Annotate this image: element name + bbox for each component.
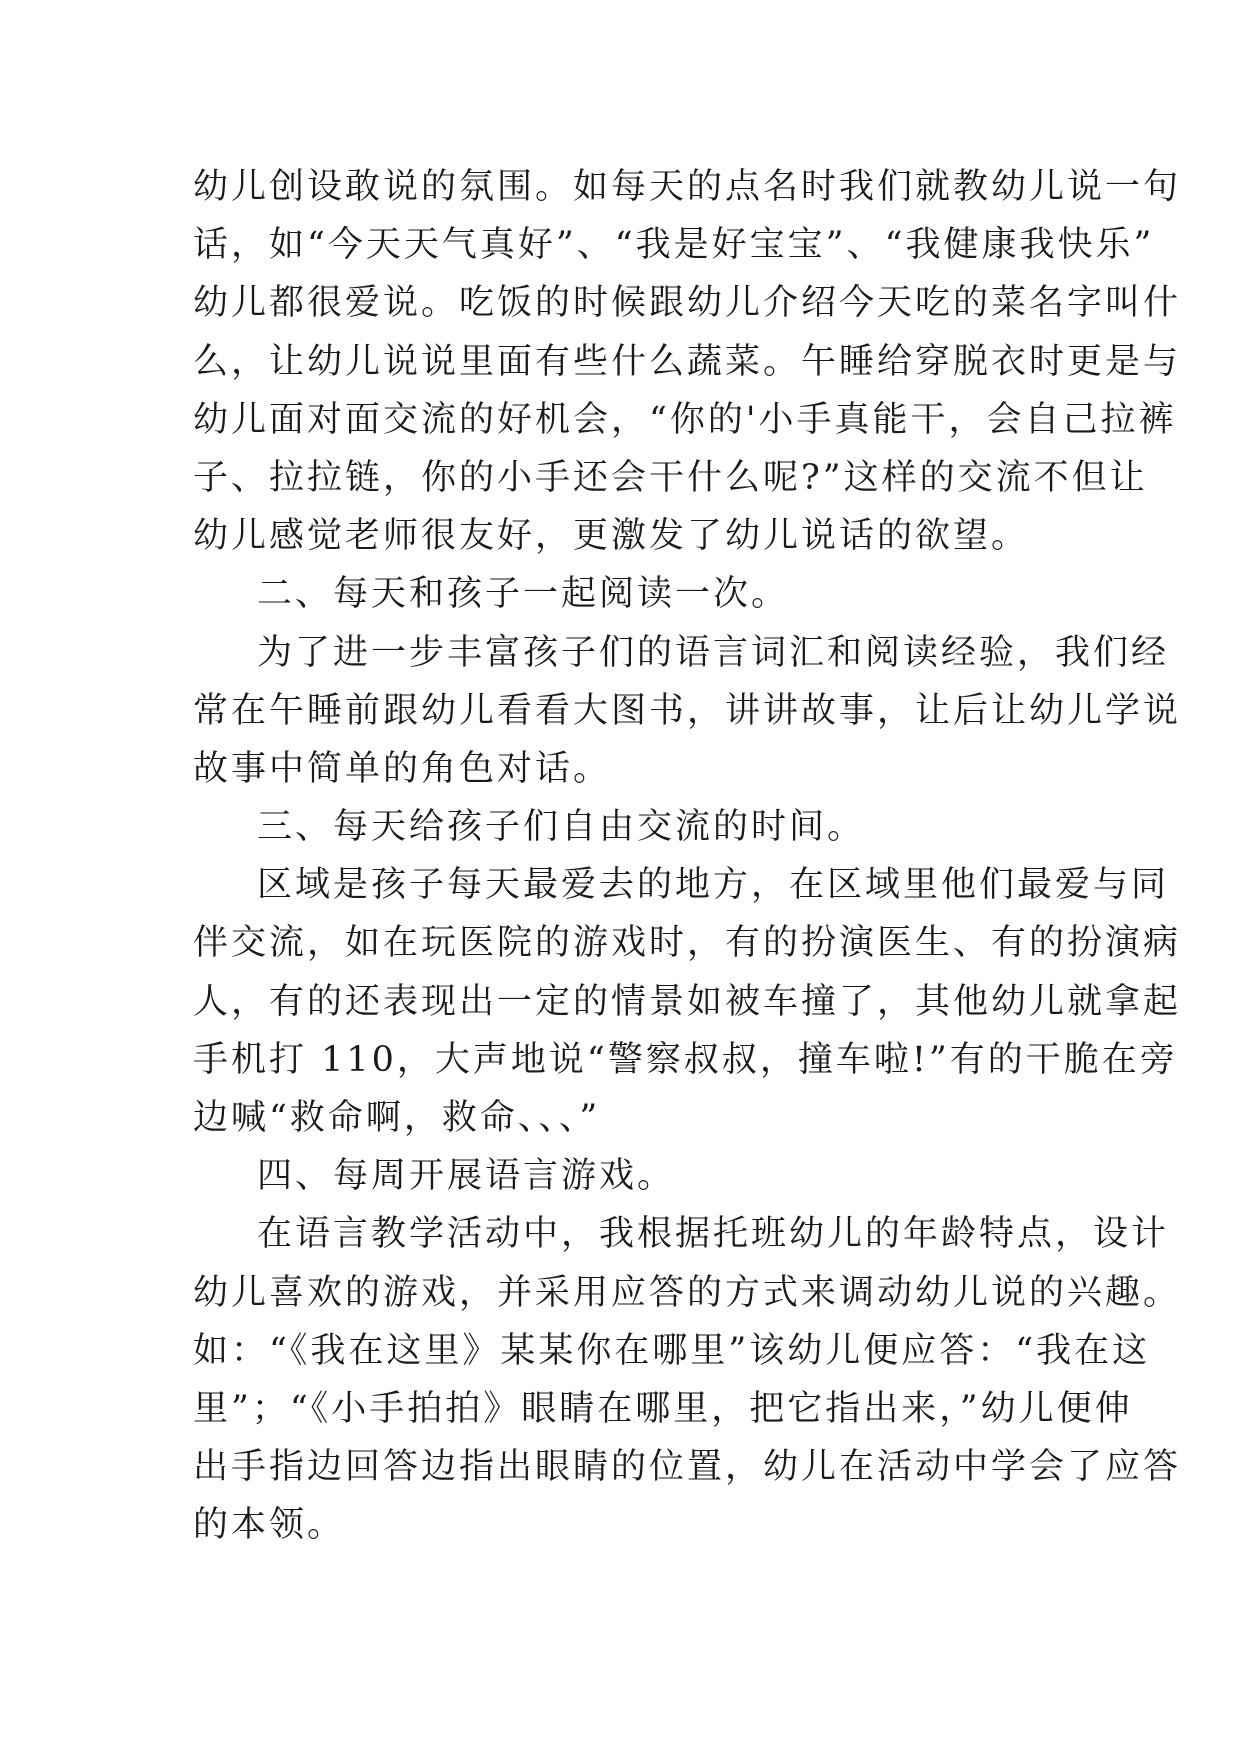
document-body — [193, 158, 1182, 1555]
text-line: 三、每天给孩子们自由交流的时间。 — [257, 807, 866, 848]
text-line: 故事中简单的角色对话。 — [193, 748, 612, 789]
text-line: 幼儿喜欢的游戏，并采用应答的方式来调动幼儿说的兴趣。 — [193, 1272, 1182, 1313]
text-line: 里”；“《小手拍拍》眼睛在哪里，把它指出来，”幼儿便伸 — [193, 1388, 1133, 1429]
text-line: 人，有的还表现出一定的情景如被车撞了，其他幼儿就拿起 — [193, 981, 1182, 1022]
text-line: 区域是孩子每天最爱去的地方，在区域里他们最爱与同 — [257, 865, 1170, 906]
text-line: 伴交流，如在玩医院的游戏时，有的扮演医生、有的扮演病 — [193, 923, 1182, 964]
text-line: 的本领。 — [193, 1505, 346, 1546]
text-line: 出手指边回答边指出眼睛的位置，幼儿在活动中学会了应答 — [193, 1447, 1182, 1488]
text-line: 在语言教学活动中，我根据托班幼儿的年龄特点，设计 — [257, 1214, 1170, 1255]
text-line: 常在午睡前跟幼儿看看大图书，讲讲故事，让后让幼儿学说 — [193, 690, 1182, 731]
text-line: 话，如“今天天气真好”、“我是好宝宝”、“我健康我快乐” — [193, 225, 1155, 266]
text-line: 幼儿创设敢说的氛围。如每天的点名时我们就教幼儿说一句 — [193, 167, 1182, 207]
text-line: 子、拉拉链，你的小手还会干什么呢?”这样的交流不但让 — [193, 457, 1148, 498]
text-line: 么，让幼儿说说里面有些什么蔬菜。午睡给穿脱衣时更是与 — [193, 341, 1182, 382]
text-line: 幼儿感觉老师很友好，更激发了幼儿说话的欲望。 — [193, 516, 1030, 557]
text-line: 手机打 110，大声地说“警察叔叔，撞车啦!”有的干脆在旁 — [193, 1039, 1178, 1080]
text-line: 为了进一步丰富孩子们的语言词汇和阅读经验，我们经 — [257, 632, 1170, 673]
text-line: 幼儿面对面交流的好机会，“你的'小手真能干，会自己拉裤 — [193, 399, 1177, 440]
text-line: 四、每周开展语言游戏。 — [257, 1156, 676, 1197]
text-line: 二、每天和孩子一起阅读一次。 — [257, 574, 790, 615]
text-line: 幼儿都很爱说。吃饭的时候跟幼儿介绍今天吃的菜名字叫什 — [193, 283, 1182, 324]
text-line: 边喊“救命啊，救命、、、” — [193, 1098, 601, 1138]
text-line: 如：“《我在这里》某某你在哪里”该幼儿便应答：“我在这 — [193, 1330, 1151, 1371]
